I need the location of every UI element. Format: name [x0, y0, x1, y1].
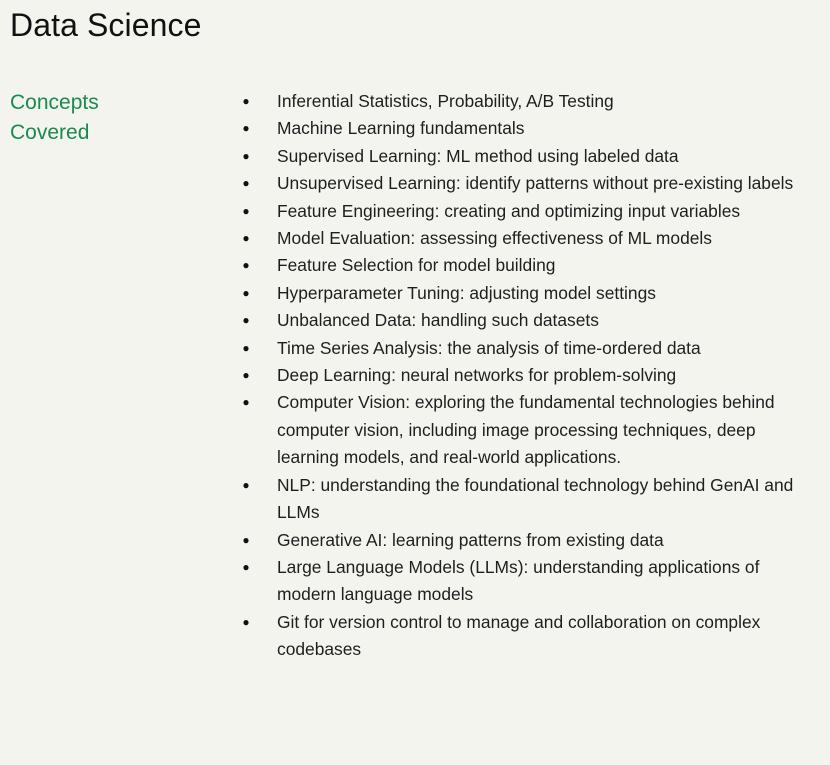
concept-item	[236, 198, 796, 225]
concept-text: Git for version control to manage and collaboration on complex codebases	[277, 611, 761, 660]
concept-text: Model Evaluation: assessing effectiveness of ML models	[277, 228, 712, 249]
bullet-icon: ●	[242, 559, 250, 574]
bullet-icon: ●	[242, 94, 250, 108]
concept-item	[236, 307, 796, 334]
concept-text: Feature Selection for model building	[277, 255, 556, 276]
bullet-icon: ●	[242, 532, 250, 547]
concept-text: Supervised Learning: ML method using labeled data	[277, 145, 679, 166]
concept-item	[236, 252, 796, 279]
bullet-icon: ●	[242, 614, 250, 629]
bullet-icon: ●	[242, 395, 250, 410]
concept-item	[236, 143, 796, 170]
concept-text: Time Series Analysis: the analysis of time-ordered data	[277, 337, 701, 358]
concept-text: Inferential Statistics, Probability, A/B Testing	[277, 91, 614, 111]
bullet-icon: ●	[242, 203, 250, 218]
concept-text: Unbalanced Data: handling such datasets	[277, 310, 599, 331]
bullet-icon: ●	[242, 231, 250, 246]
bullet-icon: ●	[242, 176, 250, 191]
concept-text: Large Language Models (LLMs): understanding applications of modern language models	[277, 556, 760, 605]
concept-text: Computer Vision: exploring the fundamental technologies behind computer vision, including image processing techniques, deep learning models, and real-world applications.	[277, 392, 775, 468]
concept-text: NLP: understanding the foundational technology behind GenAI and LLMs	[277, 474, 794, 523]
bullet-icon: ●	[242, 477, 250, 492]
concept-item	[236, 389, 796, 471]
bullet-icon: ●	[242, 285, 250, 300]
concept-text: Generative AI: learning patterns from existing data	[277, 529, 664, 550]
concept-item	[236, 609, 796, 664]
concept-item	[236, 170, 796, 197]
bullet-icon: ●	[242, 148, 250, 163]
concept-item	[236, 362, 796, 389]
section-label	[10, 88, 180, 148]
page-title: Data Science	[10, 7, 202, 43]
concept-item	[236, 88, 796, 115]
concept-item	[236, 225, 796, 252]
concepts-list	[236, 88, 796, 664]
bullet-icon: ●	[242, 368, 250, 383]
concept-text: Machine Learning fundamentals	[277, 118, 525, 139]
concept-item	[236, 335, 796, 362]
section-label-line-1: Concepts	[10, 91, 99, 114]
concept-text: Unsupervised Learning: identify patterns without pre-existing labels	[277, 173, 794, 194]
concept-text: Feature Engineering: creating and optimizing input variables	[277, 200, 741, 221]
concept-text: Hyperparameter Tuning: adjusting model settings	[277, 282, 656, 303]
concept-item	[236, 280, 796, 307]
bullet-icon: ●	[242, 340, 250, 355]
concept-item	[236, 554, 796, 609]
bullet-icon: ●	[242, 258, 250, 273]
section-label-line-2: Covered	[10, 121, 90, 144]
bullet-icon: ●	[242, 121, 250, 136]
concept-item	[236, 527, 796, 554]
concept-item	[236, 115, 796, 142]
concept-text: Deep Learning: neural networks for problem-solving	[277, 365, 677, 386]
concept-item	[236, 472, 796, 527]
bullet-icon: ●	[242, 313, 250, 328]
